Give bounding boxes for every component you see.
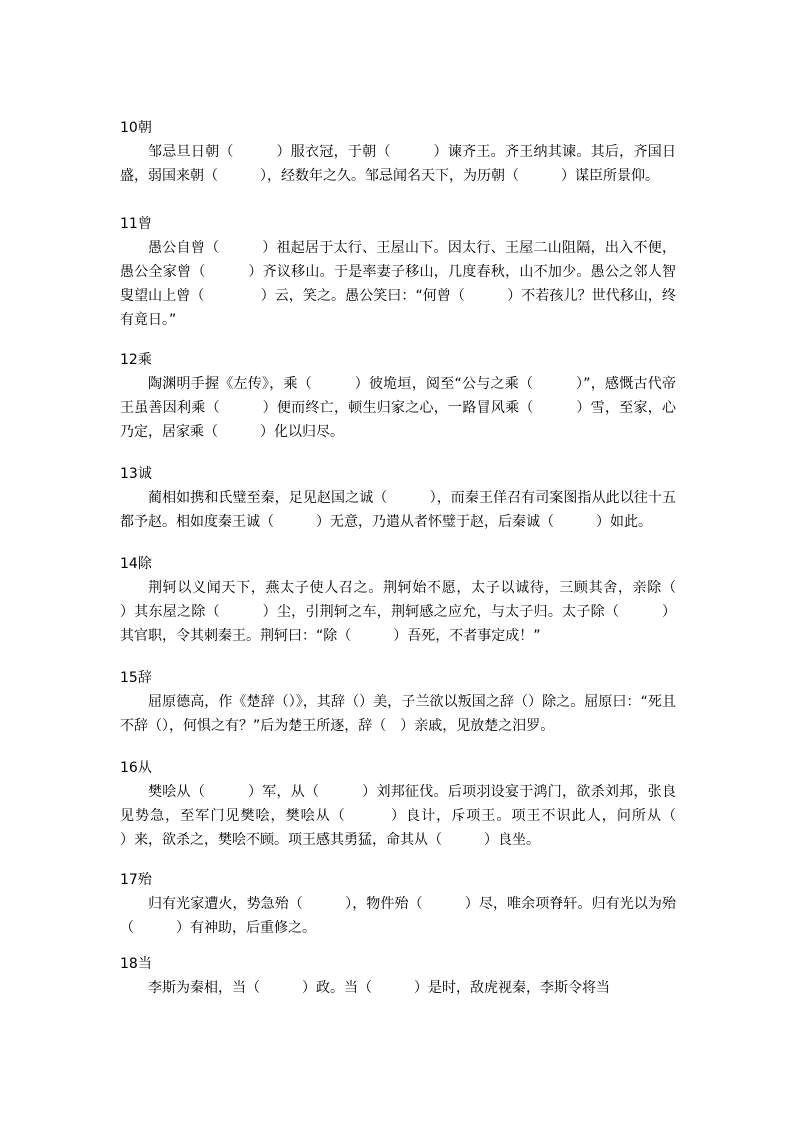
entry-heading: 17殆 bbox=[120, 872, 152, 888]
entry-13-cheng-sincere bbox=[120, 462, 676, 534]
entry-passage: 愚公自曾（ ）祖起居于太行、王屋山下。因太行、王屋二山阻隔，出入不便，愚公全家曾（ ）齐议移山。于是率妻子移山，几度春秋，山不加少。愚公之邻人智叟望山上曾（ ）云，笑之。愚公笑曰：“何曾（ ）不若孩儿？世代移山，终有竟日。” bbox=[120, 240, 676, 328]
entry-heading: 18当 bbox=[120, 956, 152, 972]
entry-heading: 13诚 bbox=[120, 466, 152, 482]
entry-11-ceng bbox=[120, 212, 676, 332]
entry-18-dang bbox=[120, 952, 676, 1000]
entry-15-ci bbox=[120, 666, 676, 738]
entry-passage: 归有光家遭火，势急殆（ ），物件殆（ ）尽，唯余项脊轩。归有光以为殆（ ）有神助，后重修之。 bbox=[120, 896, 676, 936]
entry-16-cong bbox=[120, 756, 718, 852]
entry-17-dai bbox=[120, 868, 676, 940]
entry-passage: 陶渊明手握《左传》，乘（ ）彼垝垣，阅至“公与之乘（ ）”，感慨古代帝王虽善因利乘（ ）便而终亡，顿生归家之心，一路冒风乘（ ）雪，至家，心乃定，居家乘（ ）化以归尽。 bbox=[120, 376, 676, 440]
entry-14-chu bbox=[120, 552, 718, 648]
document-content bbox=[120, 116, 718, 1018]
entry-10-chao bbox=[120, 116, 676, 188]
entry-heading: 16从 bbox=[120, 760, 152, 776]
entry-passage: 屈原德高，作《楚辞（）》，其辞（）美，子兰欲以叛国之辞（）除之。屈原曰：“死且不辞（），何惧之有？”后为楚王所逐，辞（ ）亲戚，见放楚之汨罗。 bbox=[120, 694, 676, 734]
entry-passage: 樊哙从（ ）军，从（ ）刘邦征伐。后项羽设宴于鸿门，欲杀刘邦，张良见势急，至军门见樊哙，樊哙从（ ）良计，斥项王。项王不识此人，问所从（ ）来，欲杀之，樊哙不顾。项王感其勇猛，命其从（ ）良坐。 bbox=[120, 784, 718, 848]
entry-heading: 11曾 bbox=[120, 216, 152, 232]
entry-heading: 15辞 bbox=[120, 670, 152, 686]
entry-passage: 蔺相如携和氏璧至秦，足见赵国之诚（ ），而秦王佯召有司案图指从此以往十五都予赵。相如度秦王诚（ ）无意，乃遣从者怀璧于赵，后秦诚（ ）如此。 bbox=[120, 490, 676, 530]
entry-heading: 10朝 bbox=[120, 120, 152, 136]
entry-12-cheng bbox=[120, 348, 676, 444]
entry-heading: 14除 bbox=[120, 556, 152, 572]
entry-passage: 李斯为秦相，当（ ）政。当（ ）是时，敌虎视秦，李斯令将当 bbox=[148, 980, 610, 996]
entry-passage: 荆轲以义闻天下，燕太子使人召之。荆轲始不愿，太子以诚待，三顾其舍，亲除（ ）其东屋之除（ ）尘，引荆轲之车，荆轲感之应允，与太子归。太子除（ ）其官职，令其刺秦王。荆轲曰：“除（ ）吾死，不者事定成！” bbox=[120, 580, 718, 644]
entry-passage: 邹忌旦日朝（ ）服衣冠，于朝（ ）谏齐王。齐王纳其谏。其后，齐国日盛，弱国来朝（ ），经数年之久。邹忌闻名天下，为历朝（ ）谋臣所景仰。 bbox=[120, 144, 676, 184]
entry-heading: 12乘 bbox=[120, 352, 152, 368]
